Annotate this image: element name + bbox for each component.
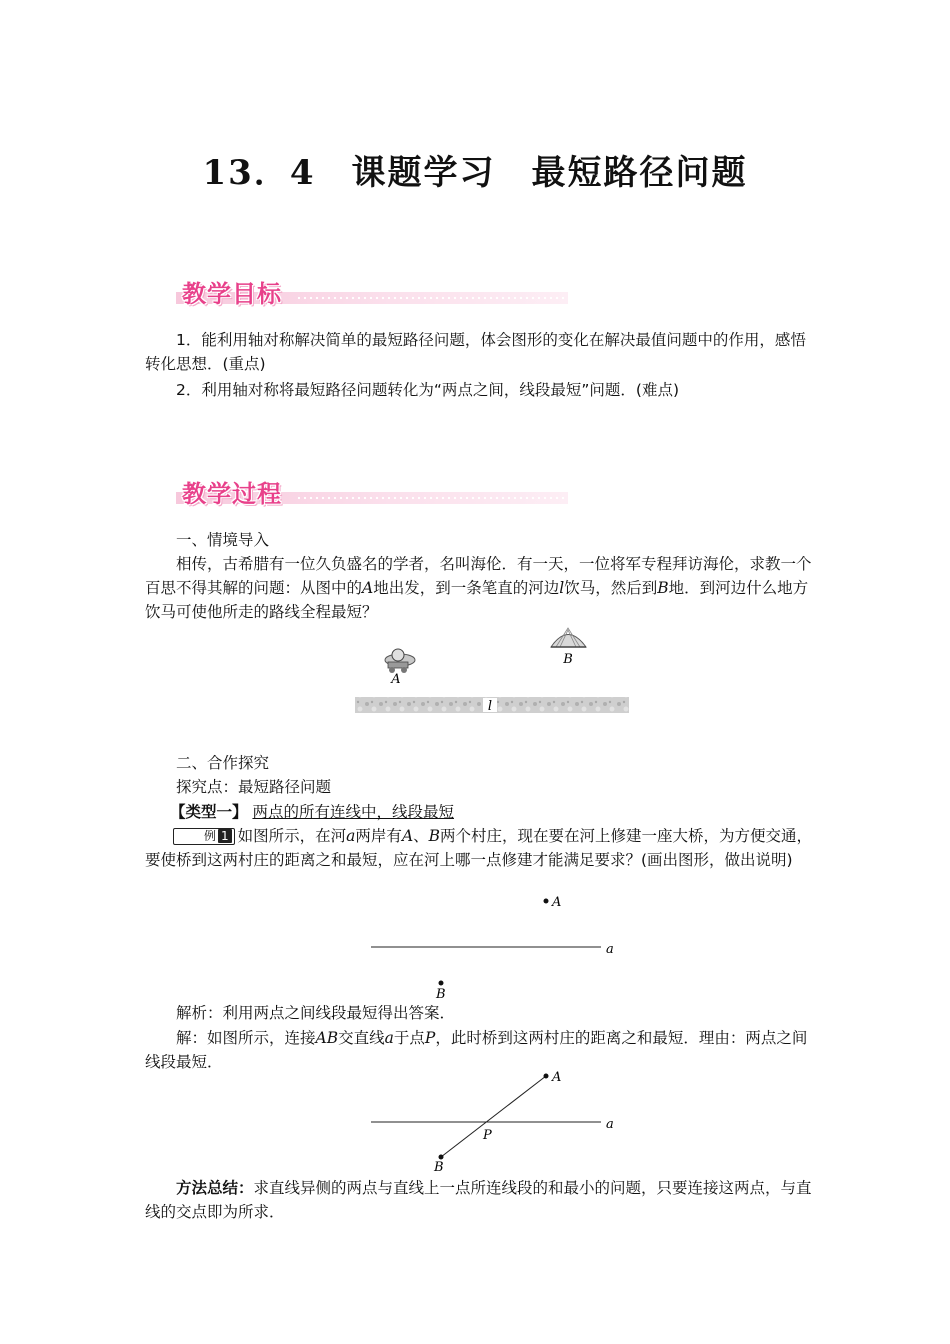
banner-label: 教学目标 bbox=[182, 280, 282, 308]
solution-text-2: 交直线 bbox=[338, 1029, 385, 1047]
fig3-label-p: P bbox=[483, 1128, 492, 1143]
intro-text-1: 相传，古希腊有一位久负盛名的学者，名叫海伦．有一天，一位将军专程拜访海伦，求教一个百思不得其解的问题：从图中的 bbox=[145, 555, 812, 597]
line-a-ref: a bbox=[346, 827, 356, 845]
solution-text-1: 解：如图所示，连接 bbox=[176, 1029, 316, 1047]
solution-text-4: ，此时桥到这两村庄的距离之和最短．理由：两点之间线段最短． bbox=[145, 1029, 808, 1071]
explore-point: 探究点：最短路径问题 bbox=[176, 778, 332, 796]
summary-label: 方法总结： bbox=[176, 1179, 254, 1197]
intro-text-3: 饮马，然后到 bbox=[564, 579, 658, 597]
solution-text-3: 于点 bbox=[393, 1029, 425, 1047]
type-title: 两点的所有连线中，线段最短 bbox=[252, 803, 454, 821]
example-text-1: 如图所示，在河 bbox=[237, 827, 347, 845]
example-text-2: 两岸有 bbox=[355, 827, 402, 845]
fig3-label-line: a bbox=[606, 1117, 614, 1132]
fig1-label-a: A bbox=[391, 672, 401, 687]
point-a-ref: A bbox=[362, 579, 374, 597]
intro-text-2: 地出发，到一条笔直的河边 bbox=[373, 579, 560, 597]
fig2-label-a: A bbox=[552, 895, 562, 910]
point-p-ref: P bbox=[424, 1029, 436, 1047]
example-text-3: 、 bbox=[413, 827, 429, 845]
fig1-label-b: B bbox=[563, 652, 573, 667]
fig3-point-a bbox=[544, 1074, 549, 1079]
summary-text: 求直线异侧的两点与直线上一点所连线段的和最小的问题，只要连接这两点，与直线的交点即为所求． bbox=[145, 1179, 812, 1221]
segment-ab-ref: AB bbox=[315, 1029, 339, 1047]
explore-heading: 二、合作探究 bbox=[176, 754, 270, 772]
line-l-ref: l bbox=[559, 579, 565, 597]
point-b-ref: B bbox=[657, 579, 669, 597]
banner-label: 教学过程 bbox=[182, 480, 282, 508]
fig2-label-b: B bbox=[436, 987, 446, 1002]
example-text-4: 两个村庄，现在要在河上修建一座大桥，为方便交通，要使桥到这两村庄的距离之和最短，应在河上哪一点修建才能满足要求？(画出图形，做出说明) bbox=[145, 827, 813, 869]
fig3-label-b: B bbox=[434, 1160, 444, 1175]
example-badge: 例 1 bbox=[173, 828, 235, 845]
analysis-text: 利用两点之间线段最短得出答案． bbox=[222, 1004, 456, 1022]
point-a-ref: A bbox=[401, 827, 414, 845]
goal-2: 2．利用轴对称将最短路径问题转化为“两点之间，线段最短”问题．(难点) bbox=[176, 381, 680, 399]
intro-heading: 一、情境导入 bbox=[176, 531, 270, 549]
intro-text-4: 地．到河边什么地方饮马可使他所走的路线全程最短？ bbox=[145, 579, 809, 621]
page-title: 13．4 课题学习 最短路径问题 bbox=[202, 153, 748, 193]
fig3-point-b bbox=[439, 1155, 444, 1160]
goal-1: 1．能利用轴对称解决简单的最短路径问题，体会图形的变化在解决最值问题中的作用，感悟转化思想．(重点) bbox=[145, 331, 806, 373]
method-summary bbox=[145, 1176, 813, 1224]
point-b-ref: B bbox=[428, 827, 441, 845]
fig2-label-line: a bbox=[606, 942, 614, 957]
fig3-segment-ab bbox=[441, 1076, 546, 1157]
fig1-label-l: l bbox=[487, 699, 493, 714]
analysis-label: 解析： bbox=[176, 1004, 223, 1022]
type-bracket: 【类型一】 bbox=[170, 803, 248, 821]
fig3-label-a: A bbox=[552, 1070, 562, 1085]
line-a-ref: a bbox=[384, 1029, 394, 1047]
